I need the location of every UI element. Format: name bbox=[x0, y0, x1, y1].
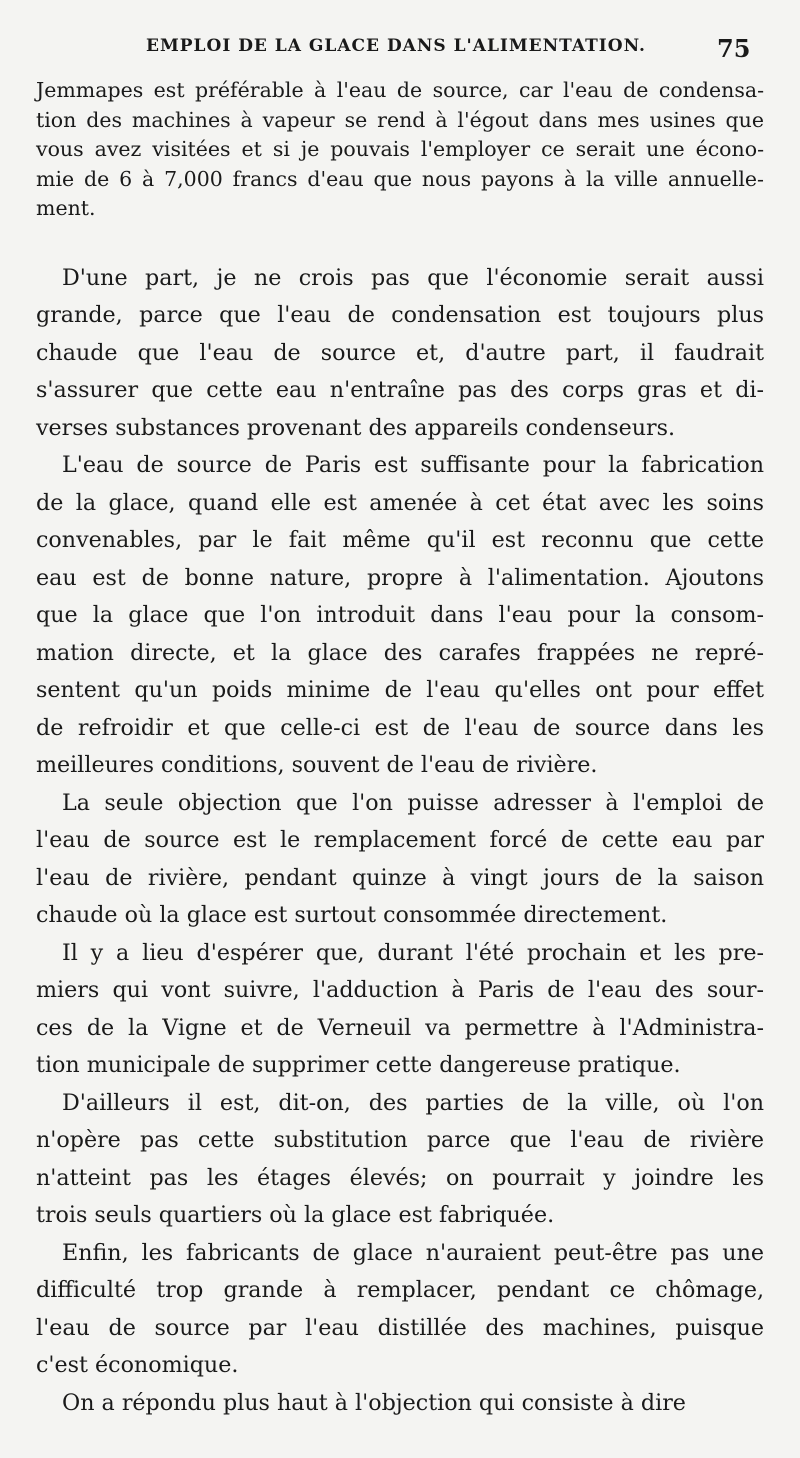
paragraph bbox=[36, 1385, 764, 1423]
text-line: chaude que l'eau de source et, d'autre part, il faudrait bbox=[36, 339, 764, 366]
text-line: l'eau de source est le remplacement forcé de cette eau par bbox=[36, 827, 764, 853]
text-line: D'une part, je ne crois pas que l'économie serait aussi bbox=[62, 264, 764, 291]
text-line: ces de la Vigne et de Verneuil va permettre à l'Administra- bbox=[36, 1014, 764, 1041]
page-body bbox=[36, 76, 764, 1422]
text-line: difficulté trop grande à remplacer, pendant ce chômage, bbox=[36, 1277, 764, 1303]
text-line: de la glace, quand elle est amenée à cet état avec les soins bbox=[36, 489, 764, 516]
text-line: tion des machines à vapeur se rend à l'égout dans mes usines que bbox=[36, 107, 764, 132]
text-line: verses substances provenant des appareils condenseurs. bbox=[36, 414, 676, 441]
paragraph bbox=[36, 935, 764, 1085]
text-line: ment. bbox=[36, 196, 96, 220]
text-line: vous avez visitées et si je pouvais l'employer ce serait une écono- bbox=[36, 137, 764, 161]
text-line: La seule objection que l'on puisse adresser à l'emploi de bbox=[62, 789, 764, 816]
text-line: n'atteint pas les étages élevés; on pourrait y joindre les bbox=[36, 1164, 764, 1191]
running-title: EMPLOI DE LA GLACE DANS L'ALIMENTATION. bbox=[146, 36, 646, 56]
text-line: n'opère pas cette substitution parce que l'eau de rivière bbox=[36, 1127, 764, 1153]
text-line: chaude où la glace est surtout consommée directement. bbox=[36, 902, 668, 928]
paragraph bbox=[36, 785, 764, 935]
page-number: 75 bbox=[717, 34, 751, 63]
continued-paragraph bbox=[36, 76, 764, 224]
text-line: On a répondu plus haut à l'objection qui consiste à dire bbox=[62, 1389, 686, 1416]
text-line: grande, parce que l'eau de condensation est toujours plus bbox=[36, 302, 764, 328]
paragraph bbox=[36, 447, 764, 785]
paragraph bbox=[36, 260, 764, 448]
text-line: mie de 6 à 7,000 francs d'eau que nous payons à la ville annuelle- bbox=[36, 166, 764, 191]
text-line: convenables, par le fait même qu'il est reconnu que cette bbox=[36, 527, 764, 553]
text-line: meilleures conditions, souvent de l'eau de rivière. bbox=[36, 752, 598, 778]
text-line: l'eau de source par l'eau distillée des machines, puisque bbox=[36, 1314, 764, 1341]
text-line: eau est de bonne nature, propre à l'alimentation. Ajoutons bbox=[36, 564, 764, 591]
text-line: Jemmapes est préférable à l'eau de source, car l'eau de condensa- bbox=[36, 78, 764, 102]
paragraph bbox=[36, 1235, 764, 1385]
text-line: que la glace que l'on introduit dans l'eau pour la consom- bbox=[36, 602, 764, 628]
text-line: tion municipale de supprimer cette dangereuse pratique. bbox=[36, 1052, 681, 1078]
text-line: c'est économique. bbox=[36, 1352, 239, 1378]
text-line: L'eau de source de Paris est suffisante pour la fabrication bbox=[62, 452, 764, 478]
text-line: miers qui vont suivre, l'adduction à Paris de l'eau des sour- bbox=[36, 977, 764, 1003]
text-line: s'assurer que cette eau n'entraîne pas des corps gras et di- bbox=[36, 377, 764, 403]
text-line: sentent qu'un poids minime de l'eau qu'elles ont pour effet bbox=[36, 677, 764, 703]
text-line: Il y a lieu d'espérer que, durant l'été prochain et les pre- bbox=[62, 939, 764, 966]
text-line: de refroidir et que celle-ci est de l'eau de source dans les bbox=[36, 714, 764, 741]
text-line: mation directe, et la glace des carafes frappées ne repré- bbox=[36, 639, 764, 666]
page-header bbox=[0, 34, 800, 64]
text-line: D'ailleurs il est, dit-on, des parties de la ville, où l'on bbox=[62, 1089, 764, 1116]
text-line: l'eau de rivière, pendant quinze à vingt jours de la saison bbox=[36, 864, 764, 891]
paragraph bbox=[36, 1085, 764, 1235]
text-line: Enfin, les fabricants de glace n'auraient peut-être pas une bbox=[62, 1239, 764, 1266]
text-line: trois seuls quartiers où la glace est fabriquée. bbox=[36, 1202, 555, 1228]
